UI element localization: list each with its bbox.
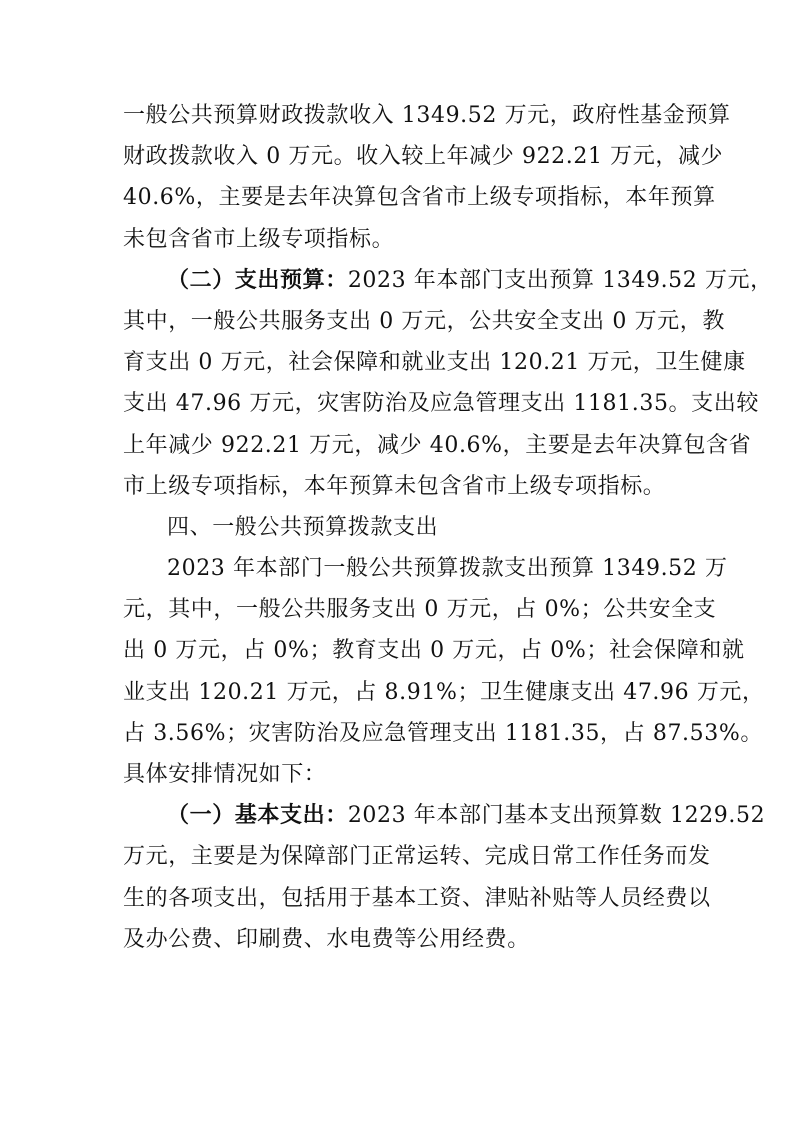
text-line: 支出 47.96 万元，灾害防治及应急管理支出 1181.35。支出较 [123,391,759,417]
text-line: 元，其中，一般公共服务支出 0 万元，占 0%；公共安全支 [123,597,717,623]
text-run: 2023 年本部门基本支出预算数 1229.52 [347,803,766,829]
text-run: 2023 年本部门支出预算 1349.52 万元， [347,267,773,293]
text-line: 业支出 120.21 万元，占 8.91%；卫生健康支出 47.96 万元， [123,679,765,705]
text-line: 出 0 万元，占 0%；教育支出 0 万元，占 0%；社会保障和就 [123,638,745,664]
text-line: 2023 年本部门一般公共预算拨款支出预算 1349.52 万 [167,556,728,582]
section-heading: 四、一般公共预算拨款支出 [167,514,439,540]
text-line: 具体安排情况如下： [123,762,327,787]
text-line: 财政拨款收入 0 万元。收入较上年减少 922.21 万元，减少 [123,144,724,170]
text-line [123,795,766,836]
expenditure-budget-paragraph [123,260,773,507]
text-line: 未包含省市上级专项指标。 [123,226,395,252]
text-line: 40.6%，主要是去年决算包含省市上级专项指标，本年预算 [123,185,716,211]
text-line: 一般公共预算财政拨款收入 1349.52 万元，政府性基金预算 [123,103,731,128]
text-line: 上年减少 922.21 万元，减少 40.6%，主要是去年决算包含省 [123,432,752,458]
section-four [123,507,765,795]
basic-expenditure-paragraph [123,795,766,960]
text-line [123,260,773,301]
text-line: 及办公费、印刷费、水电费等公用经费。 [123,926,530,952]
document-body [123,95,773,960]
text-line: 市上级专项指标，本年预算未包含省市上级专项指标。 [123,473,666,499]
text-line: 育支出 0 万元，社会保障和就业支出 120.21 万元，卫生健康 [123,350,746,376]
income-paragraph-tail [123,95,731,260]
basic-expenditure-heading: （一）基本支出： [167,803,348,829]
text-line: 生的各项支出，包括用于基本工资、津贴补贴等人员经费以 [123,885,711,911]
text-line: 占 3.56%；灾害防治及应急管理支出 1181.35，占 87.53%。 [123,720,763,746]
expenditure-budget-heading: （二）支出预算： [167,267,348,293]
text-line: 其中，一般公共服务支出 0 万元，公共安全支出 0 万元，教 [123,308,725,334]
text-line: 万元，主要是为保障部门正常运转、完成日常工作任务而发 [123,844,711,870]
